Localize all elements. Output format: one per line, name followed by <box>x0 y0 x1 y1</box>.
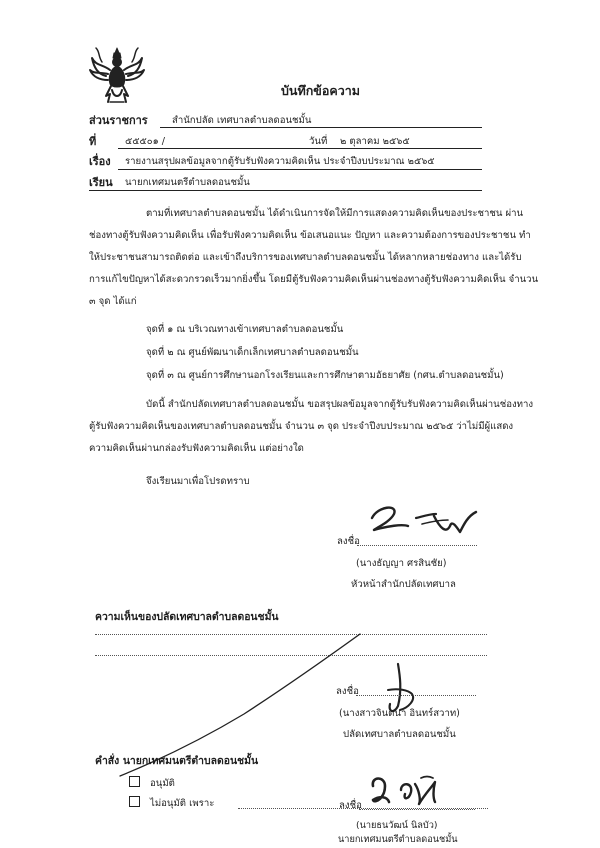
order-heading: คำสั่ง นายกเทศมนตรีตำบลดอนชมั้น <box>95 755 259 767</box>
mayor-name: (นายธนวัฒน์ นิลบัว) <box>356 820 438 831</box>
para1-line: ๓ จุด ได้แก่ <box>89 296 137 307</box>
para1-line: ตามที่เทศบาลตำบลดอนชมั้น ได้ดำเนินการจัดให้มีการแสดงความคิดเห็นของประชาชน ผ่าน <box>146 208 524 219</box>
date-value: ๒ ตุลาคม ๒๕๖๕ <box>340 136 410 147</box>
para1-line: การแก้ไขปัญหาได้สะดวกรวดเร็วมากยิ่งขึ้น โดยมีตู้รับฟังความคิดเห็นผ่านช่องทางตู้รับฟังความคิดเห็น จำนวน <box>89 274 539 285</box>
disapprove-label: ไม่อนุมัติ เพราะ <box>150 798 215 809</box>
subject-underline <box>118 169 482 170</box>
ref-label: ที่ <box>89 135 97 148</box>
ref-underline <box>118 148 482 149</box>
opinion-heading: ความเห็นของปลัดเทศบาลตำบลดอนชมั้น <box>95 611 279 623</box>
mayor-signature-handwriting <box>365 772 445 812</box>
para2-line: ความคิดเห็นผ่านกล่องรับฟังความคิดเห็น แต่อย่างใด <box>89 443 304 454</box>
para1-line: ช่องทางตู้รับฟังความคิดเห็น เพื่อรับฟังความคิดเห็น ข้อเสนอแนะ ปัญหา และความต้องการของประชาชน ทำ <box>89 230 531 241</box>
mayor-sign-label: ลงชื่อ <box>339 800 362 811</box>
signature-1-position: หัวหน้าสำนักปลัดเทศบาล <box>351 579 456 590</box>
para2-line: บัดนี้ สำนักปลัดเทศบาลตำบลดอนชมั้น ขอสรุปผลข้อมูลจากตู้รับรับฟังความคิดเห็นผ่านช่องทาง <box>146 399 534 410</box>
signature-1-label: ลงชื่อ <box>337 536 360 547</box>
signature-1-handwriting <box>364 496 484 546</box>
para2-line: ตู้รับฟังความคิดเห็นของเทศบาลตำบลดอนชมั้น จำนวน ๓ จุด ประจำปีงบประมาณ ๒๕๖๕ ว่าไม่มีผู้แสดง <box>89 421 514 432</box>
signature-1-name: (นางธัญญา ศรสินชัย) <box>356 558 447 569</box>
department-value: สำนักปลัด เทศบาลตำบลดอนชมั้น <box>172 115 312 126</box>
disapprove-checkbox[interactable] <box>129 796 140 807</box>
para1-line: ให้ประชาชนสามารถติดต่อ และเข้าถึงบริการของเทศบาลตำบลดอนชมั้น ได้หลากหลายช่องทาง และได้รับ <box>89 252 522 263</box>
department-underline <box>160 127 482 128</box>
subject-label: เรื่อง <box>89 155 111 168</box>
to-label: เรียน <box>89 176 113 189</box>
point-item: จุดที่ ๓ ณ ศูนย์การศึกษานอกโรงเรียนและการศึกษาตามอัธยาศัย (กศน.ตำบลดอนชมั้น) <box>146 370 504 381</box>
memo-title: บันทึกข้อความ <box>281 83 360 98</box>
point-item: จุดที่ ๒ ณ ศูนย์พัฒนาเด็กเล็กเทศบาลตำบลดอนชมั้น <box>146 347 359 358</box>
approve-label: อนุมัติ <box>150 778 175 789</box>
opinion-position: ปลัดเทศบาลตำบลดอนชมั้น <box>343 729 456 740</box>
date-label: วันที่ <box>309 136 328 147</box>
garuda-emblem <box>88 44 146 106</box>
subject-value: รายงานสรุปผลข้อมูลจากตู้รับรับฟังความคิดเห็น ประจำปีงบประมาณ ๒๕๖๕ <box>125 156 435 167</box>
opinion-name: (นางสาวจินตนา อินทร์สวาท) <box>339 708 460 719</box>
approve-checkbox[interactable] <box>129 776 140 787</box>
mayor-sign-line <box>359 809 475 810</box>
department-label: ส่วนราชการ <box>89 114 148 127</box>
opinion-sign-label: ลงชื่อ <box>336 686 359 697</box>
to-underline <box>89 190 482 191</box>
closing-text: จึงเรียนมาเพื่อโปรดทราบ <box>146 476 250 487</box>
signature-1-line <box>357 545 477 546</box>
ref-value: ๕๕๕๐๑ / <box>125 136 166 147</box>
mayor-position: นายกเทศมนตรีตำบลดอนชมั้น <box>338 834 458 845</box>
point-item: จุดที่ ๑ ณ บริเวณทางเข้าเทศบาลตำบลดอนชมั้น <box>146 324 344 335</box>
opinion-sign-line <box>356 695 476 696</box>
to-value: นายกเทศมนตรีตำบลดอนชมั้น <box>125 177 250 188</box>
